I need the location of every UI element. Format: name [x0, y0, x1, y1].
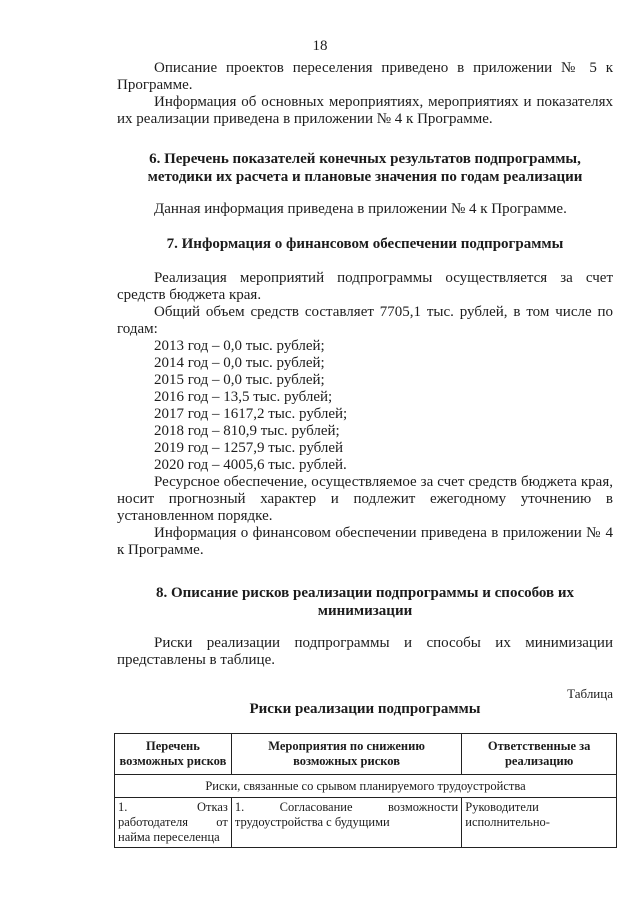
risks-table: [114, 733, 617, 848]
intro-paragraph-1: Описание проектов переселения приведено в приложении № 5 к Программе.: [117, 60, 613, 93]
intro-paragraph-2: Информация об основных мероприятиях, мероприятиях и показателях их реализации приведена в приложении № 4 к Программе.: [117, 94, 613, 127]
header-risks: Перечень возможных рисков: [115, 734, 232, 775]
section-7-heading: 7. Информация о финансовом обеспечении подпрограммы: [166, 236, 564, 252]
section-7: [117, 270, 613, 559]
table-group-row: [115, 775, 617, 798]
year-item: 2017 год – 1617,2 тыс. рублей;: [154, 406, 348, 422]
section-7-paragraph-1: Реализация мероприятий подпрограммы осуществляется за счет средств бюджета края.: [117, 270, 613, 303]
table-title: Риски реализации подпрограммы: [249, 701, 481, 717]
section-7-paragraph-2: Общий объем средств составляет 7705,1 тыс. рублей, в том числе по годам:: [117, 304, 613, 337]
section-8-paragraph-1: Риски реализации подпрограммы и способы их минимизации представлены в таблице.: [117, 635, 613, 668]
year-item: 2013 год – 0,0 тыс. рублей;: [154, 338, 325, 354]
header-responsible: Ответственные за реализацию: [462, 734, 617, 775]
section-7-paragraph-4: Информация о финансовом обеспечении приведена в приложении № 4 к Программе.: [117, 525, 613, 558]
section-6: [117, 150, 613, 186]
section-6-heading: 6. Перечень показателей конечных результатов подпрограммы, методики их расчета и плановые значения по годам реализации: [147, 151, 583, 185]
section-8: [117, 635, 613, 669]
risk-cell: 1. Отказ работодателя от найма переселенца: [115, 798, 232, 848]
year-item: 2016 год – 13,5 тыс. рублей;: [154, 389, 333, 405]
table-header-row: [115, 734, 617, 775]
year-item: 2019 год – 1257,9 тыс. рублей: [154, 440, 344, 456]
year-item: 2014 год – 0,0 тыс. рублей;: [154, 355, 325, 371]
section-6-body: [117, 201, 613, 218]
table-label: Таблица: [567, 686, 613, 701]
responsible-cell: Руководители исполнительно-: [462, 798, 617, 848]
intro-block: [117, 60, 613, 128]
year-item: 2015 год – 0,0 тыс. рублей;: [154, 372, 325, 388]
header-measures: Мероприятия по снижению возможных рисков: [231, 734, 461, 775]
section-8-heading: 8. Описание рисков реализации подпрограммы и способов их минимизации: [155, 585, 575, 619]
page-number: 18: [312, 38, 328, 54]
group-label: Риски, связанные со срывом планируемого трудоустройства: [115, 775, 617, 798]
year-item: 2018 год – 810,9 тыс. рублей;: [154, 423, 340, 439]
measure-cell: 1. Согласование возможности трудоустройства с будущими: [231, 798, 461, 848]
section-7-heading-wrap: [117, 235, 613, 253]
table-row: [115, 798, 617, 848]
year-item: 2020 год – 4005,6 тыс. рублей.: [154, 457, 347, 473]
section-6-text: Данная информация приведена в приложении № 4 к Программе.: [154, 201, 567, 217]
funding-by-year-list: [117, 338, 613, 474]
section-7-paragraph-3: Ресурсное обеспечение, осуществляемое за счет средств бюджета края, носит прогнозный характер и подлежит ежегодному уточнению в установленном порядке.: [117, 474, 613, 524]
section-8-heading-wrap: [117, 584, 613, 620]
